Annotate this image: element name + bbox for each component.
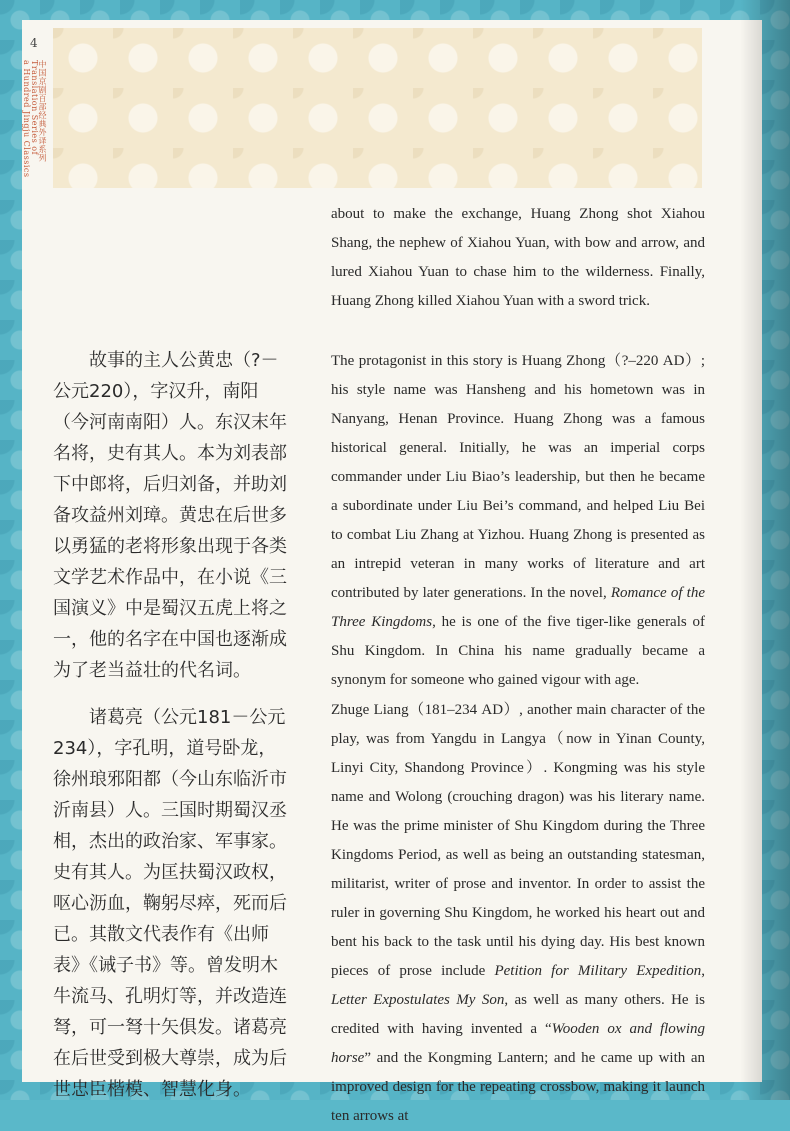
english-p3-text-b: ” and the Kongming Lantern; and he came up with an improved design for the repeating crossbow, making it launch ten arrows at (331, 1050, 705, 1124)
english-p3-invention-name: Wooden ox and flowing horse (331, 1021, 705, 1066)
english-paragraph-2 (331, 347, 705, 695)
english-p3-text-a: Zhuge Liang（181–234 AD）, another main character of the play, was from Yangdu in Langya（now in Yinan County, Linyi City, Shandong Province）. Kongming was his style name and Wolong (crouching dragon) was his literary name. He was the prime minister of Shu Kingdom during the Three Kingdoms Period, as well as being an outstanding statesman, militarist, writer of prose and inventor. In order to assist the ruler in governing Shu Kingdom, he worked his heart out and bent his back to the task until his dying day. His best known pieces of prose include (331, 702, 705, 979)
decorative-banner (53, 28, 702, 188)
series-title-english-1: Translation Series of (30, 60, 39, 156)
english-p2-text-b: , he is one of the five tiger-like generals of Shu Kingdom. In China his name gradually became a synonym for someone who gained vigour with age. (331, 614, 706, 688)
page-number: 4 (30, 36, 38, 50)
english-p2-novel-title: Romance of the Three Kingdoms (331, 585, 705, 630)
chinese-paragraph-2-text: 诸葛亮（公元181－公元234），字孔明，道号卧龙，徐州琅邪阳都（今山东临沂市沂南县）人。三国时期蜀汉丞相，杰出的政治家、军事家。史有其人。为匡扶蜀汉政权，呕心沥血，鞠躬尽瘁，死而后已。其散文代表作有《出师表》《诫子书》等。曾发明木牛流马、孔明灯等，并改造连弩，可一弩十矢俱发。诸葛亮在后世受到极大尊崇，成为后世忠臣楷模、智慧化身。 (53, 707, 287, 1100)
english-p3-work-title-2: Letter Expostulates My Son (331, 992, 505, 1008)
english-paragraph-1-text: about to make the exchange, Huang Zhong shot Xiahou Shang, the nephew of Xiahou Yuan, with bow and arrow, and lured Xiahou Yuan to chase him to the wilderness. Finally, Huang Zhong killed Xiahou Yuan with a sword trick. (331, 206, 705, 309)
english-p2-text-a: The protagonist in this story is Huang Zhong（?–220 AD）; his style name was Hansheng and his hometown was in Nanyang, Henan Province. Huang Zhong was a famous historical general. Initially, he was an imperial corps commander under Liu Biao’s leadership, but then he became a subordinate under Liu Bei’s command, and helped Liu Bei to combat Liu Zhang at Yizhou. Huang Zhong is presented as an intrepid veteran in many works of literature and art contributed by later generations. In the novel, (331, 353, 705, 601)
chinese-paragraph-2 (53, 702, 293, 1105)
english-p3-sep-2: , as well as many others. He is credited with having invented a “ (331, 992, 705, 1037)
english-p3-work-title-1: Petition for Military Expedition (494, 963, 702, 979)
page-curl-shadow (740, 0, 790, 1100)
series-title (22, 60, 47, 178)
chinese-paragraph-1-text: 故事的主人公黄忠（?－公元220），字汉升，南阳（今河南南阳）人。东汉末年名将，史有其人。本为刘表部下中郎将，后归刘备，并助刘备攻益州刘璋。黄忠在后世多以勇猛的老将形象出现于各类文学艺术作品中，在小说《三国演义》中是蜀汉五虎上将之一，他的名字在中国也逐渐成为了老当益壮的代名词。 (53, 350, 287, 681)
series-title-english-2: a Hundred Jingju Classics (22, 60, 31, 178)
english-paragraph-3 (331, 696, 705, 1131)
english-p3-sep-1: , (701, 963, 705, 979)
chinese-paragraph-1 (53, 345, 293, 686)
series-title-chinese: 中国京剧百部经典外译系列 (38, 60, 47, 162)
english-paragraph-1 (331, 200, 705, 316)
